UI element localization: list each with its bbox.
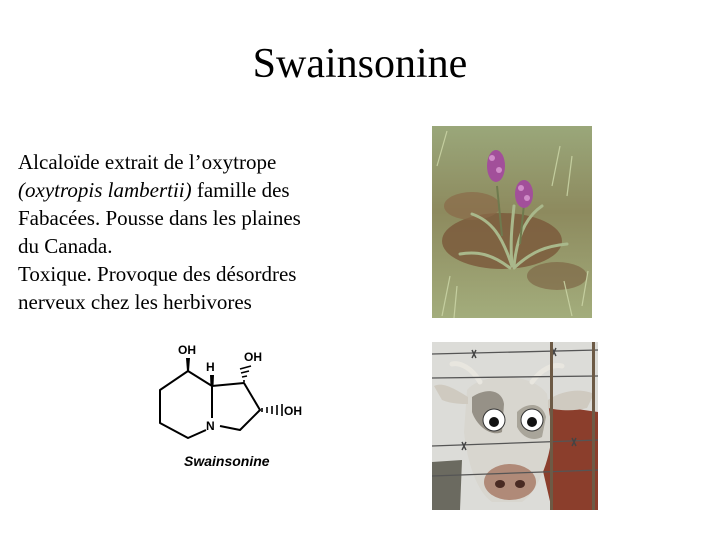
chemical-structure-diagram — [150, 338, 320, 476]
description-line-rest: famille des — [191, 178, 290, 202]
description-line: Alcaloïde extrait de l’oxytrope — [18, 150, 277, 174]
oxytrope-plant-photo — [432, 126, 592, 318]
description-line: Fabacées. Pousse dans les plaines — [18, 206, 301, 230]
description-line: nerveux chez les herbivores — [18, 290, 252, 314]
hashed-bond-oh-right-top — [240, 366, 251, 381]
n-label: N — [206, 419, 215, 433]
wedge-bond-oh-top — [186, 358, 190, 371]
structure-caption: Swainsonine — [184, 453, 270, 469]
species-name: (oxytropis lambertii) — [18, 178, 192, 202]
cow-photo — [432, 342, 598, 510]
pyrrolidine-ring — [212, 383, 260, 430]
description-line: du Canada. — [18, 234, 113, 258]
hashed-bond-oh-right — [262, 404, 282, 416]
oh-right-top-label: OH — [244, 350, 262, 364]
slide-title: Swainsonine — [252, 41, 468, 87]
piperidine-ring — [160, 371, 206, 438]
oh-top-label: OH — [178, 343, 196, 357]
description-line — [18, 176, 398, 204]
description-line: Toxique. Provoque des désordres — [18, 262, 297, 286]
wedge-bond-h — [210, 375, 214, 386]
description-text — [18, 148, 398, 316]
h-label: H — [206, 360, 215, 374]
oh-right-label: OH — [284, 404, 302, 418]
